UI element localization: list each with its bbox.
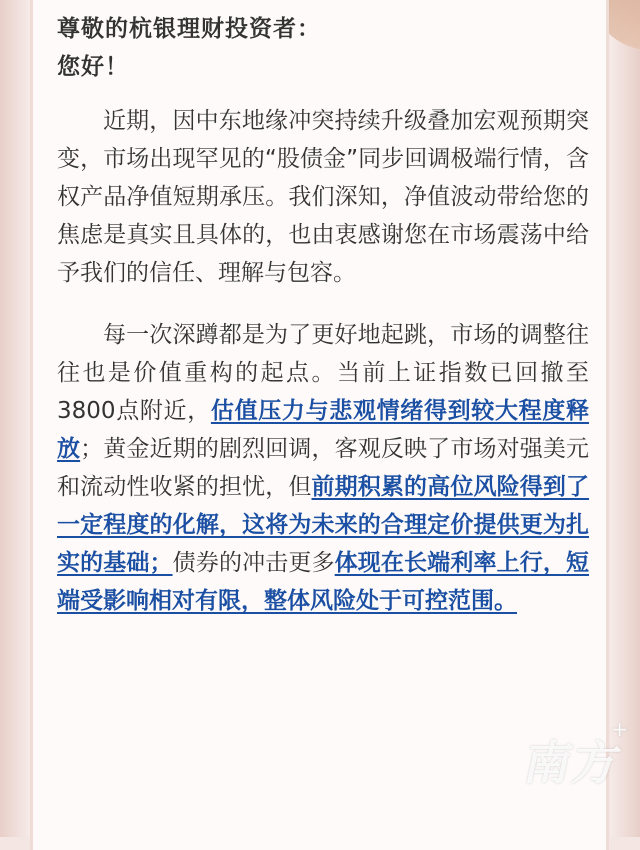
watermark-logo: 南方 (519, 736, 628, 790)
left-decorative-border (0, 0, 30, 837)
highlight-gold-risk: 前期积累的高位风险得到了一定程度的化解，这将为未来的合理定价提供更为扎实的基础； (57, 474, 590, 576)
highlight-bond-risk: 体现在长端利率上行，短端受影响相对有限，整体风险处于可控范围。 (57, 550, 590, 614)
letter-card (30, 0, 609, 850)
watermark-plus: + (611, 717, 628, 741)
paragraph-2-text-1: 每一次深蹲都是为了更好地起跳，市场的调整往往也是价值重构的起点。当前上证指数已回撤至3800点附近， (57, 322, 589, 424)
paragraph-2-text-3: 债券的冲击更多 (172, 550, 335, 576)
letter-content (57, 10, 589, 644)
paragraph-1: 近期，因中东地缘冲突持续升级叠加宏观预期突变，市场出现罕见的“股债金”同步回调极端行情，含权产品净值短期承压。我们深知，净值波动带给您的焦虑是真实且具体的，也由衷感谢您在市场震荡中给予我们的信任、理解与包容。 (57, 108, 589, 286)
paragraph-2-text-2: ；黄金近期的剧烈回调，客观反映了市场对强美元和流动性收紧的担忧，但 (57, 436, 590, 500)
paragraph-2 (57, 316, 589, 620)
letter-greeting: 尊敬的杭银理财投资者： (57, 16, 321, 42)
highlight-valuation: 估值压力与悲观情绪得到较大程度释放 (57, 398, 589, 462)
letter-salutation: 您好！ (57, 54, 129, 80)
right-decorative-border (610, 0, 640, 837)
